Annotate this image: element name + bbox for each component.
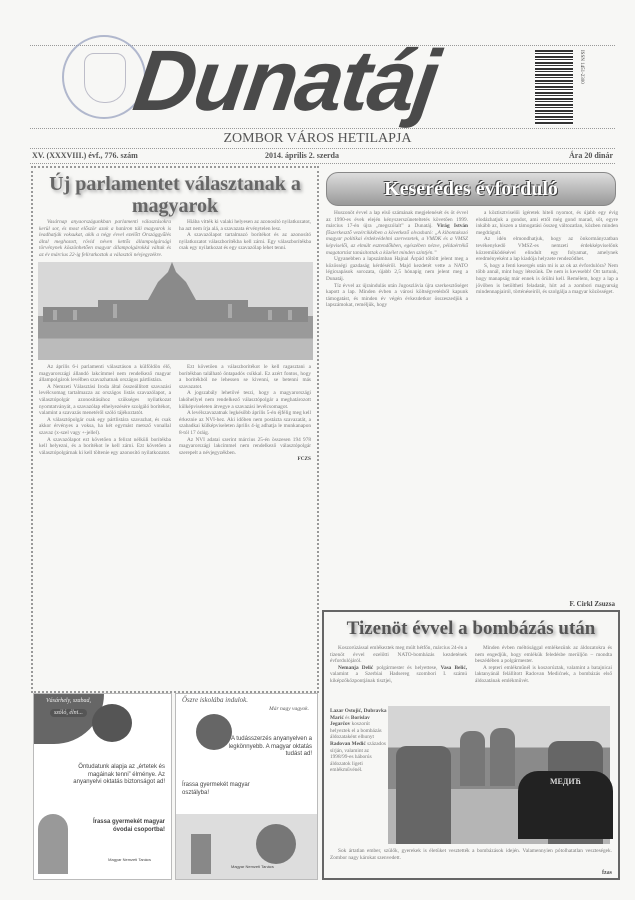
ad-sponsor: Magyar Nemzeti Tanács xyxy=(108,857,151,862)
paragraph: Ezt követően a válaszborítékot le kell ragasztani a borítékban található öntapadós csíkkal. Ez azért fontos, hogy a borítékból ne lehessen se kivenni, se betenni más szavazatot. xyxy=(179,364,311,390)
ad-school xyxy=(175,693,318,880)
person-name: Radovan Medić xyxy=(330,740,366,747)
barcode xyxy=(535,50,573,125)
paragraph: Az idén elmondhatjuk, hogy az önkormányzatban tevékenykedő VMSZ-es nemzeti érdekképviselőnk közreműködésével elindult egy folyamat, amelynek eredményeként a lap kiadója helyzete rendeződhet. xyxy=(476,236,618,263)
article-body xyxy=(330,645,612,693)
article-side-column xyxy=(330,708,388,846)
issue-date: 2014. április 2. szerda xyxy=(265,151,339,160)
paragraph: Az április 6-i parlamenti választáson a külföldön élő, magyarországi állandó lakcímmel nem rendelkező magyar állampolgárok levélben szavazhatnak országos pártlistára. xyxy=(39,364,171,384)
author-signature: fzas xyxy=(602,870,612,876)
text: polgármester és helyettese, xyxy=(376,664,438,671)
rule xyxy=(30,163,615,164)
text: koszorút helyeztek el a bombázás áldozataként elhunyt xyxy=(330,721,382,741)
plant-illustration xyxy=(38,814,68,874)
ad-sponsor: Magyar Nemzeti Tanács xyxy=(231,864,274,869)
paragraph: a köztisztviselői ígéretek hiteli nyomot, és újabb egy évig elodázhatjuk a gondot, ami ettől még gond marad, sőt, egyre inkább az, hiszen a támogatási összeg változatlan, közben minden megdrágult. xyxy=(476,210,618,236)
article-lead xyxy=(39,219,311,261)
paragraph: Ugyanebben a lapszámban Hajnal Árpád töltött jelent meg a közösségi gazdaság kérdéséről. Majd kezdetét vette a NATO légicsapások sorozata, újabb 2,5 hónapig nem jelent meg a Dunatáj. xyxy=(326,256,468,282)
paragraph: S, hogy a fenti kesergés után mi is az ok az évfordulóra? Nem több annál, mint hogy létezünk. De nem is kevesebb! Ott tartunk, hogy manapság már ennek is örülni kell. Remélem, hogy a lap a jövőben is betöltheti feladatát, hírt ad a zombori magyarság mindennapjairól, történéseiről, és szolgálja a magyar közösséget. xyxy=(476,262,618,296)
paragraph: A választópolgár csak egy pártlistára szavazhat, és csak akkor érvényes a voksa, ha két egymást metsző vonallal szavaz (x-szel vagy +-jellel). xyxy=(39,416,171,436)
article-title: Tizenöt évvel a bombázás után xyxy=(346,618,596,639)
paragraph: Hiába vitték ki valaki helyesen az azonosító nyilatkozatot, ha azt nem írja alá, a szavazata érvénytelen lesz. xyxy=(179,219,311,232)
ad-kindergarten xyxy=(33,693,172,880)
author-signature: FCZS xyxy=(297,456,311,463)
paragraph: Minden évben méltósággal emlékezünk az áldozatokra és nem engedjük, hogy emlékük feledésbe merüljön – mondta beszédében a polgármester. xyxy=(475,645,612,665)
article-parliament xyxy=(31,166,319,693)
paragraph: Koszorúzással emlékeztek meg múlt hétfőn, március 24-én a tizenöt évvel ezelőtti NATO-bombázás kezdetének évfordulójáról. xyxy=(330,645,467,665)
person-name: Borislav Jegarčov xyxy=(330,714,370,728)
paragraph: Huszonöt évvel a lap első számának megjelenését és öt évvel az 1990-es évek elején kényszerszüneteltetés követően 1999. március 17-én újra „megszólalt” a Dunatáj. xyxy=(326,210,468,230)
lead-column xyxy=(39,219,171,261)
person-name: Vasa Belić, xyxy=(440,664,468,671)
soldier-figure xyxy=(396,746,451,844)
text: százados sírján, valamint az 1998/99-es háborús áldozatok ligeti emlékművénél. xyxy=(330,740,386,774)
author-signature: F. Cirkl Zsuzsa xyxy=(569,600,615,608)
paragraph: A jogszabály lehetővé teszi, hogy a magyarországi lakóhellyel nem rendelkező választópolgár a meghatározott külképviseleten átvegye a szavazási levélcsomagot. xyxy=(179,390,311,410)
officer-figure xyxy=(490,728,515,786)
paragraph: Tíz évvel az újraindulás után Jugoszlávia újra szerkesztőséget kapott a lap. Minden évben a városi költségvetésből kapunk támogatást, és minden év végén évkezdetkor összeszedjük a lapszámokat, reméljük, hogy xyxy=(326,282,468,309)
paragraph: A szavazólapot ezt követően a felirat nélküli borítékba kell helyezni, és a borítékot le kell zárni. Ezt követően a választópolgárnak ki kell töltenie egy azonosító nyilatkozatot. xyxy=(39,436,171,456)
issue-number: XV. (XXXVIII.) évf., 776. szám xyxy=(32,151,138,160)
paragraph: A levélszavazatnak legkésőbb április 5-én éjfélig meg kell érkeznie az NVI-hez. Aki időben nem postázta szavazatát, a szabadkai külképviseleten április 4-ig adhatja le munkanapon 8-tól 17 óráig. xyxy=(179,410,311,436)
paragraph: A repteri emlékműnél is koszorúztak, valamint a batajnicai laktanyánál felállított Radovan Medićnek, a bombázás első áldozatának emlékművét. xyxy=(475,664,612,684)
text: valamint a Szerbiai Hadsereg szombori I. számú kiképzőközpontjának tisztjei, xyxy=(330,671,467,684)
memorial-photo xyxy=(388,706,610,844)
parliament-photo xyxy=(38,262,313,360)
newspaper-subtitle: ZOMBOR VÁROS HETILAPJA xyxy=(223,131,412,146)
officer-figure xyxy=(460,731,485,786)
article-title-banner xyxy=(326,172,616,206)
gravestone: МЕДИЋ xyxy=(518,771,613,839)
person-name: Virág István xyxy=(436,223,469,230)
issn: ISSN 1451-2300 xyxy=(579,50,584,84)
ad-slogan: Vásárhely, szabad, xyxy=(46,698,92,704)
person-name: Lazar Ostojić, Dubravka Marić xyxy=(330,708,387,721)
paragraph: Sok ártatlan ember, szülők, gyerekek is életüket vesztették a bombázások idején. Valamennyien pótolhatatlan veszteségek. Zombor nagy károkat szenvedett. xyxy=(330,848,612,861)
rule xyxy=(30,148,615,149)
ad-slogan: Már nagy vagyok. xyxy=(269,706,309,712)
paragraph: A szavazólapot tartalmazó borítékot és az azonosító nyilatkozatot válaszborítékba kell zárni. Egy válaszborítékba csak egy nyilatkozat és egy szavazólap lehet tenni. xyxy=(179,232,311,252)
ad-text: Öntudatunk alapja az „értetek és magáinak tenni” élménye. Az anyanyelvi oktatás biztonságot ad! xyxy=(73,764,165,785)
article-title: Új parlamentet választanak a magyarok xyxy=(49,173,301,217)
rule xyxy=(30,128,615,129)
children-illustration xyxy=(256,824,296,864)
ad-slogan: szóló, élni... xyxy=(50,709,87,717)
article-body xyxy=(39,364,311,690)
ad-call-to-action: Írassa gyermekét magyar osztályba! xyxy=(182,782,250,796)
bear-illustration xyxy=(92,704,132,742)
ad-text: A tudásszerzés anyanyelven a legkönnyebb. A magyar oktatás tudást ad! xyxy=(228,736,312,757)
paragraph: főszerkesztő vezércikkében a következő olvasható: „A kibontakozó magyar politikai érdekvédelmi szervezetek, a VMDK és a VMSZ képviselői, az elmúlt esztendőkben, egészében nézve, példaértékű magatartást tanúsítottak a közélet minden szintjén.” xyxy=(326,229,468,256)
article-title: Keserédes évforduló xyxy=(384,178,558,200)
article-anniversary-body xyxy=(326,210,618,602)
newspaper-logo: Dunatáj xyxy=(128,33,444,129)
ad-slogan: Őszre iskolába indulok. xyxy=(182,696,249,704)
books-illustration xyxy=(191,834,211,874)
ad-call-to-action: Írassa gyermekét magyar óvodai csoportba! xyxy=(92,819,165,833)
article-footer-text xyxy=(330,848,612,876)
person-name: Nemanja Delić xyxy=(338,664,374,671)
text: és xyxy=(345,714,350,721)
paragraph: A Nemzeti Választási Iroda által összeállított szavazási levélcsomag tartalmazza az országos listás szavazólapot, a választópolgár azonosításához szükséges nyilatkozat nyomtatványát, a szavazólap elhelyezésére szolgáló borítékot, valamint a szavazás menetéről szóló tájékoztatót. xyxy=(39,383,171,417)
paragraph: Az NVI adatai szerint március 25-én összesen 194 978 magyarországi lakcímmel nem rendelkező választópolgár szerepelt a névjegyzékben. xyxy=(179,436,311,456)
lead-text: Vasárnap anyaországunkban parlamenti választásokra kerül sor, és most először azok a határon túli magyarok is leadhatják voksukat, akik a négy évvel ezelőtt Országgyűlés által meghozott, rövid néven kettős állampolgársági törvénynek köszönhetően magyar állampolgárokká váltak és az év március 22-ig feliratkoztak a választói névjegyzékre. xyxy=(39,219,171,258)
price: Ára 20 dinár xyxy=(569,151,613,160)
lead-column-right xyxy=(179,219,311,261)
